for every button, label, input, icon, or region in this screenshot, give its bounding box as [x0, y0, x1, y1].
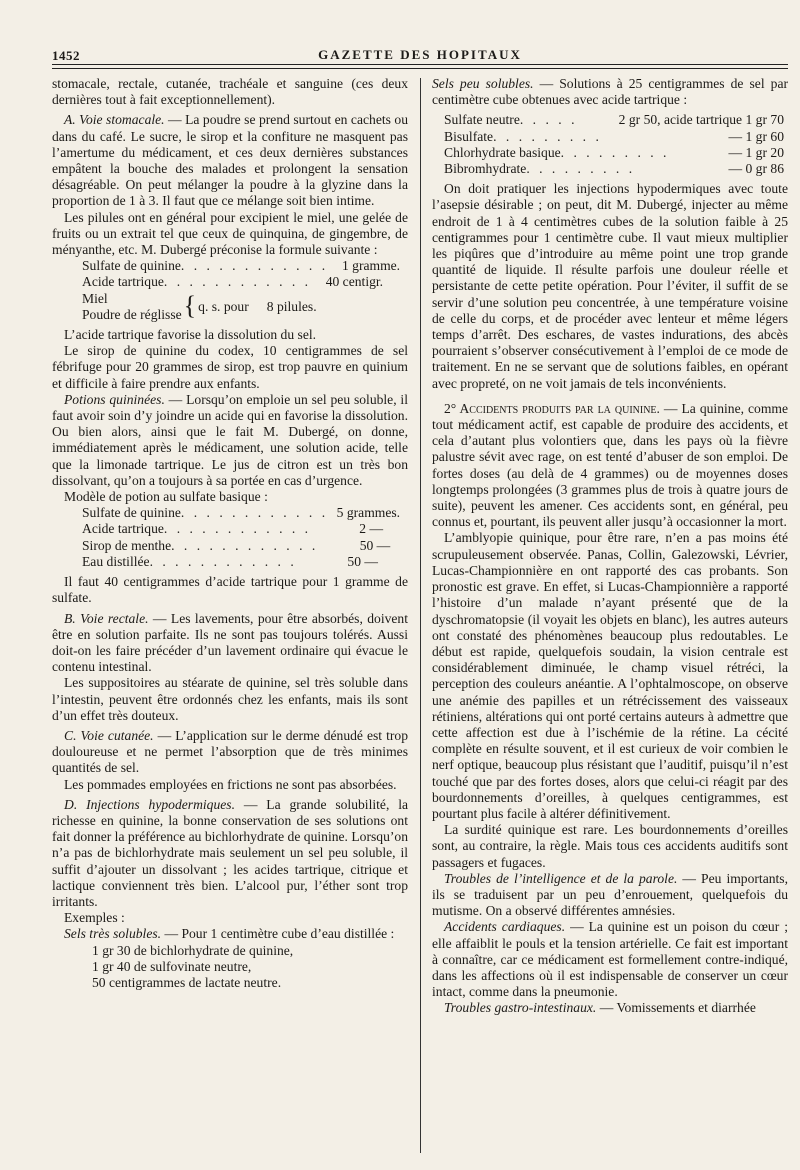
paragraph-modele: Modèle de potion au sulfate basique : [64, 489, 268, 505]
paragraph-amblyopie: L’amblyopie quinique, pour être rare, n’en a pas moins été scrupuleusement observée. Panas, Collin, Galezowski, Lévrier, Lucas-Championnière en ont rapporté des cas probants. Son pronostic est grave. En effet, si Lucas-Championnière a rapporté l’histoire d’un malade n’ayant présenté que de la dyschromatopsie (il voyait les objets en blanc), les autres auteurs ont constaté des phénomènes beaucoup plus redoutables. Le début est rapide, quelquefois soudain, la vision centrale est considérablement diminuée, le champ visuel rétréci, la perception des couleurs anéantie. A l’ophtalmoscope, on observe une anémie des papilles et un rétrécissement des vaisseaux rétiniens, altérations qui ont porté certains auteurs à admettre que cette affection est due à l’ischémie de la rétine. La cécité complète en résulte souvent, et il est curieux de voir combien le nerf optique, beaucoup plus résistant que l’auditif, puisqu’il n’est touché que par des fortes doses, alors que celui-ci réagit par des bourdonnements d’oreilles, à quelques centigrammes, est pourtant plus facile à altérer définitivement. [432, 530, 788, 821]
header-rule-thin [52, 68, 788, 69]
section-heading: Accidents cardiaques. [444, 919, 566, 935]
formula-sels-peu-solubles [444, 112, 788, 177]
section-heading: B. Voie rectale. [64, 610, 149, 626]
section-heading: Troubles de l’intelligence et de la parole. [444, 870, 678, 886]
paragraph-potions: Potions quininées. — Lorsqu’on emploie un sel peu soluble, il faut avoir soin d’y joindre un acide qui en favorise la dissolution. Ou bien alors, ainsi que le fait M. Dubergé, on donne, immédiatement après le médicament, une solution acide, telle que la limonade tartrique. Le jus de citron est un très bon dissolvant, qu’on a toujours à sa portée en cas d’urgence. [52, 391, 408, 488]
formula-row: Bibromhydrate . . . . . . . . . — 0 gr 86 [444, 161, 784, 177]
formula-row: Sulfate de quinine . . . . . . . . . . . . 5 grammes. [82, 505, 401, 521]
header-rule [52, 64, 788, 65]
page-number: 1452 [52, 48, 80, 63]
paragraph-accidents-cardiaques: Accidents cardiaques. — La quinine est un poison du cœur ; elle affaiblit le pouls et la tension artérielle. Ce fait est important à connaître, car ce médicament est formellement contre-indiqué, dans les affections où il est indispensable de conserver un cœur intact, comme dans la pneumonie. [432, 919, 788, 1000]
paragraph-voie-stomacale: A. Voie stomacale. — La poudre se prend surtout en cachets ou dans du café. Le sucre, le sirop et la confiture ne masquent pas l’amertume du médicament, et ces deux dernières substances empâtent la bouche des malades et prolongent la sensation désagréable. On peut mélanger la poudre à la glyzine dans la proportion de 1 à 3. Il faut que ce mélange soit bien intime. [52, 112, 408, 209]
paragraph-asepsie: On doit pratiquer les injections hypodermiques avec toute l’asepsie désirable ; on peut, dit M. Dubergé, injecter au même endroit de 1 à 4 centimètres cubes de la solution faible à 25 centigrammes pour 1 centimètre cube. Il vaut mieux multiplier les piqûres que d’introduire au même point une trop grande quantité de liquide. Il résulte parfois une douleur réelle et persistante de cette petite opération. Pour l’éviter, il suffit de se servir d’une solution peu concentrée, à une température voisine de celle du corps, et de procéder avec lenteur et même légers temps d’arrêt. Des eschares, de vastes indurations, des abcès pourraient s’observer consécutivement à l’emploi de ce mode de traitement. En ne se servant que de solutions faibles, en opérant avec propreté, on ne voit jamais de tels inconvénients. [432, 181, 788, 391]
paragraph-acide: L’acide tartrique favorise la dissolution du sel. [64, 327, 317, 343]
formula-row: Acide tartrique . . . . . . . . . . . . 40 centigr. [82, 274, 384, 290]
formula-row: Sirop de menthe . . . . . . . . . . . . 50 — [82, 537, 391, 553]
section-heading: Troubles gastro-intestinaux. [444, 1000, 597, 1016]
paragraph-sels-solubles: Sels très solubles. — Pour 1 centimètre cube d’eau distillée : [64, 926, 395, 942]
paragraph-sels-peu-solubles: Sels peu solubles. — Solutions à 25 centigrammes de sel par centimètre cube obtenues avec acide tartrique : [432, 76, 788, 108]
paragraph-accidents: 2° Accidents produits par la quinine. — La quinine, comme tout médicament actif, est capable de produire des accidents, et cela d’autant plus volontiers que, dans les pays où la fièvre palustre sévit avec rage, on est tenté d’abuser de son emploi. De fortes doses (au delà de 4 grammes) ou de moyennes doses longtemps prolongées (3 grammes plus de trois à quatre jours de suite), peuvent les amener. Ces accidents sont, en général, peu connus et, pourtant, ils peuvent aller jusqu’à occasionner la mort. [432, 400, 788, 530]
formula-row: Sulfate de quinine . . . . . . . . . . . . 1 gramme. [82, 258, 401, 274]
paragraph-injections: D. Injections hypodermiques. — La grande solubilité, la richesse en quinine, la bonne conservation de ses solutions ont fait donner la préférence au bichlorhydrate de quinine. Lorsqu’on n’a pas de bichlorhydrate mais seulement un sel peu soluble, il suffit d’ajouter un dissolvant ; les acides tartrique, citrique et lactique conviennent très bien. L’alcool pur, l’éther sont trop irritants. [52, 796, 409, 909]
brace-glyph: { [183, 290, 197, 320]
paragraph-faut: Il faut 40 centigrammes d’acide tartrique pour 1 gramme de sulfate. [52, 574, 408, 606]
formula-line: 1 gr 30 de bichlorhydrate de quinine, [92, 942, 294, 958]
section-heading: C. Voie cutanée. [64, 727, 154, 743]
formula-sels-solubles [92, 943, 408, 992]
paragraph-voie-rectale: B. Voie rectale. — Les lavements, pour être absorbés, doivent être en solution parfaite. Ils ne sont pas toujours tolérés. Aussi doit-on les faire précéder d’un lavement ordinaire qui évacue le contenu intestinal. [52, 610, 409, 675]
section-heading: 2° Accidents produits par la quinine. [444, 400, 660, 416]
formula-row: Bisulfate . . . . . . . . . — 1 gr 60 [444, 128, 784, 144]
paragraph-suppositoires: Les suppositoires au stéarate de quinine, sel très soluble dans l’intestin, peuvent être ordonnés chez les enfants, mais ils sont d’un effet très douteux. [52, 675, 408, 723]
section-heading: Sels peu solubles. [432, 76, 534, 91]
journal-title: GAZETTE DES HOPITAUX [318, 47, 522, 62]
section-heading: A. Voie stomacale. [64, 112, 165, 128]
formula-row: Eau distillée . . . . . . . . . . . . 50 — [82, 553, 378, 569]
left-column [52, 76, 408, 991]
section-heading: Potions quininées. [64, 391, 165, 407]
paragraph-exemples: Exemples : [64, 910, 125, 926]
paragraph-surdite: La surdité quinique est rare. Les bourdonnements d’oreilles sont, au contraire, la règle. Mais tous ces accidents auditifs sont passagers et fugaces. [432, 822, 788, 870]
section-heading: D. Injections hypodermiques. [64, 796, 235, 812]
formula-pilules [82, 258, 408, 323]
paragraph-troubles-gastro: Troubles gastro-intestinaux. — Vomissements et diarrhée [444, 1000, 756, 1016]
formula-row: Sulfate neutre . . . . . 2 gr 50, acide tartrique 1 gr 70 [444, 112, 784, 128]
paragraph-troubles-intelligence: Troubles de l’intelligence et de la parole. — Peu importants, ils se traduisent par un peu d’enrouement, quelquefois du mutisme. On a observé différentes amnésies. [432, 870, 788, 919]
formula-line: 1 gr 40 de sulfovinate neutre, [92, 958, 252, 974]
formula-line: 50 centigrammes de lactate neutre. [92, 974, 282, 990]
paragraph-pommades: Les pommades employées en frictions ne sont pas absorbées. [64, 776, 397, 792]
section-heading: Sels très solubles. [64, 926, 162, 942]
formula-potion [82, 505, 408, 570]
paragraph-pilules: Les pilules ont en général pour excipient le miel, une gelée de fruits ou un extrait tel que ceux de quinquina, de gingembre, de ményanthe, etc. M. Dubergé préconise la formule suivante : [52, 209, 408, 258]
column-divider [420, 78, 421, 1153]
paragraph-routes: stomacale, rectale, cutanée, trachéale et sanguine (ces deux dernières tout à fait exceptionnellement). [52, 76, 408, 108]
paragraph-sirop: Le sirop de quinine du codex, 10 centigrammes de sel fébrifuge pour 20 grammes de sirop, est trop pauvre en quinium et difficile à faire prendre aux enfants. [52, 343, 408, 391]
paragraph-voie-cutanee: C. Voie cutanée. — L’application sur le derme dénudé est trop douloureuse et ne permet l’absorption que de très minimes quantités de sel. [52, 727, 408, 776]
page-header [52, 40, 788, 70]
right-column [432, 76, 788, 1017]
formula-row: Acide tartrique . . . . . . . . . . . . 2 — [82, 521, 384, 537]
formula-brace-row: Miel Poudre de réglisse { q. s. pour 8 pilules. [82, 290, 317, 322]
formula-row: Chlorhydrate basique . . . . . . . . . — 1 gr 20 [444, 144, 784, 160]
